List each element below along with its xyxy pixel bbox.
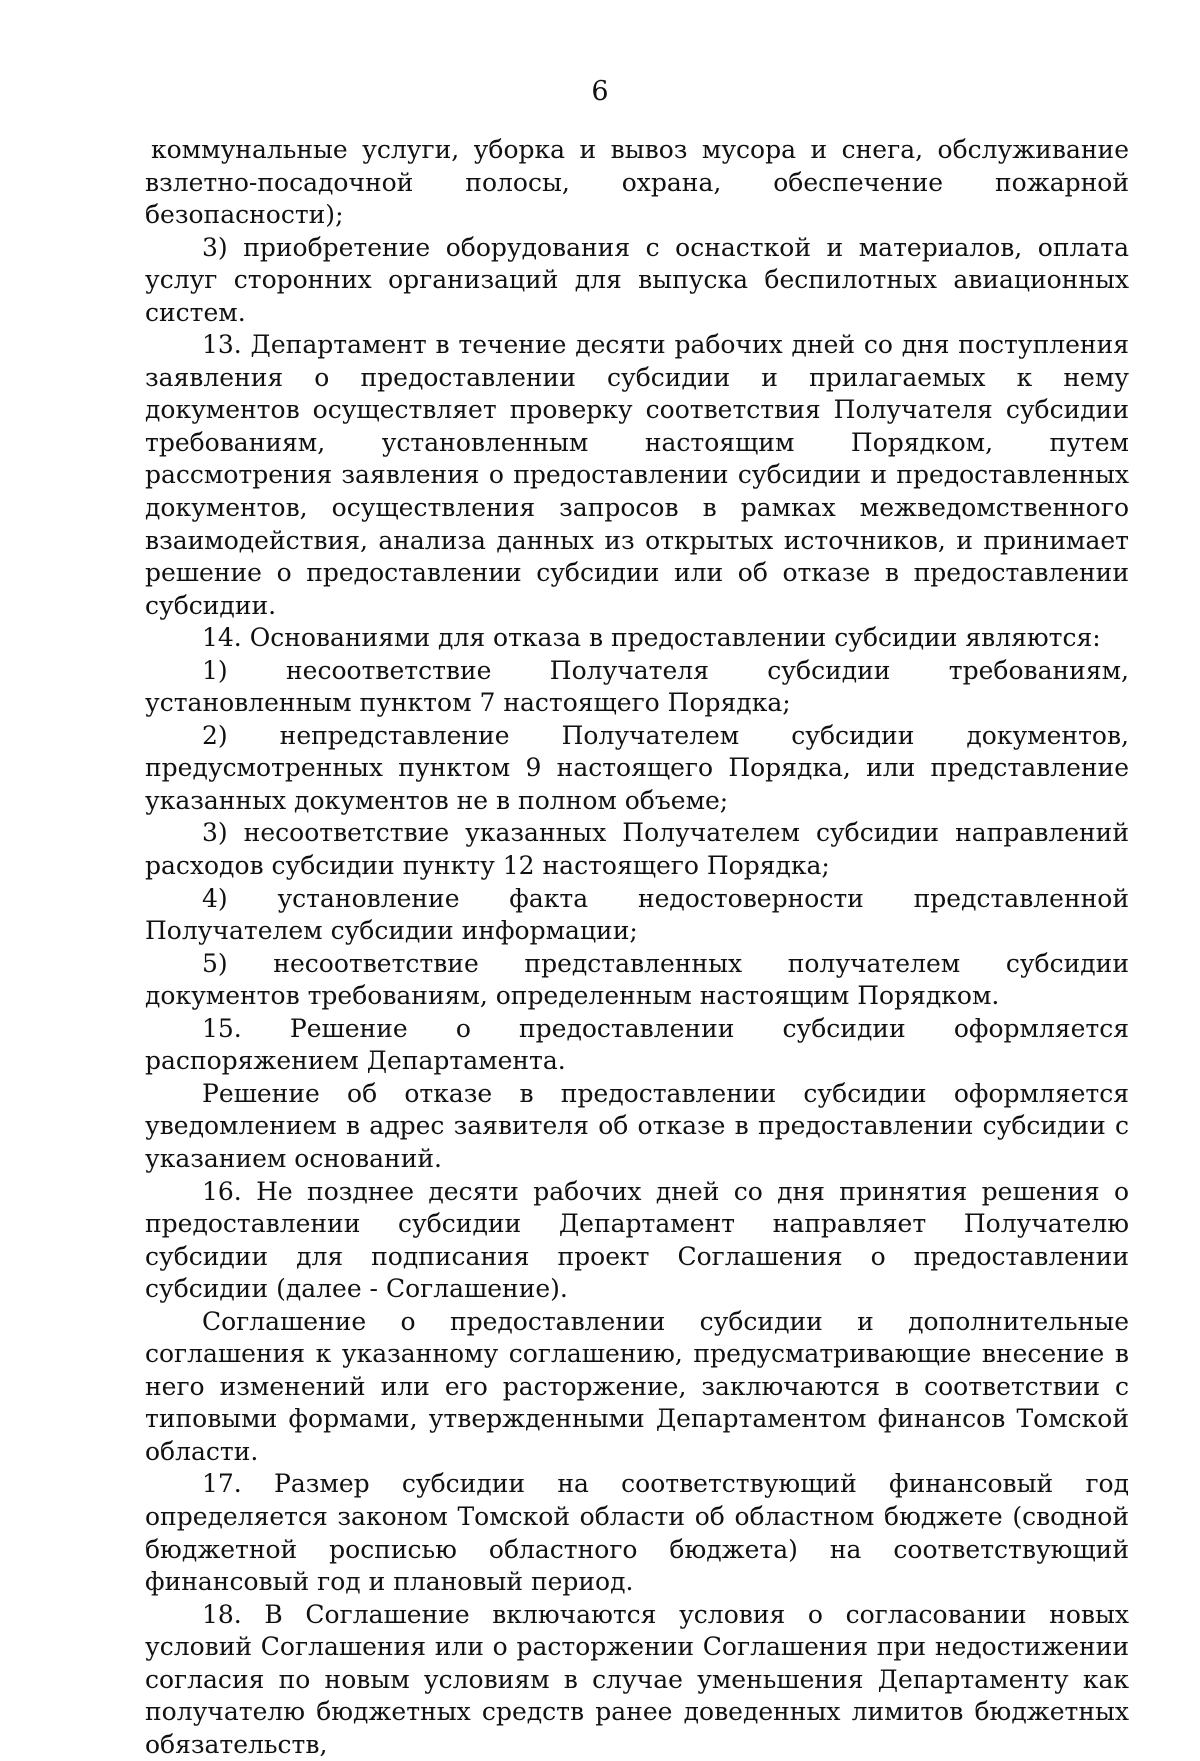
paragraph-13: 13. Департамент в течение десяти рабочих дней со дня поступления заявления о предоставлении субсидии и прилагаемых к нему документов осуществляет проверку соответствия Получателя субсидии требованиям, установленным настоящим Порядком, путем рассмотрения заявления о предоставлении субсидии и предоставленных документов, осуществления запросов в рамках межведомственного взаимодействия, анализа данных из открытых источников, и принимает решение о предоставлении субсидии или об отказе в предоставлении субсидии. [145, 330, 1129, 620]
paragraph-17: 17. Размер субсидии на соответствующий финансовый год определяется законом Томской области об областном бюджете (сводной бюджетной росписью областного бюджета) на соответствующий финансовый год и плановый период. [145, 1469, 1129, 1597]
paragraph-item-3-equipment: 3) приобретение оборудования с оснасткой и материалов, оплата услуг сторонних организаций для выпуска беспилотных авиационных систем. [145, 232, 1129, 327]
document-body [145, 134, 1129, 1761]
paragraph-14-item-5: 5) несоответствие представленных получателем субсидии документов требованиям, определенным настоящим Порядком. [145, 948, 1129, 1011]
paragraph-continuation: коммунальные услуги, уборка и вывоз мусора и снега, обслуживание взлетно-посадочной полосы, охрана, обеспечение пожарной безопасности); [145, 135, 1129, 230]
paragraph-15-refusal: Решение об отказе в предоставлении субсидии оформляется уведомлением в адрес заявителя об отказе в предоставлении субсидии с указанием оснований. [145, 1078, 1129, 1173]
paragraph-16-agreement: Соглашение о предоставлении субсидии и дополнительные соглашения к указанному соглашению, предусматривающие внесение в него изменений или его расторжение, заключаются в соответствии с типовыми формами, утвержденными Департаментом финансов Томской области. [145, 1306, 1129, 1466]
paragraph-15: 15. Решение о предоставлении субсидии оформляется распоряжением Департамента. [145, 1013, 1129, 1076]
paragraph-14-item-2: 2) непредставление Получателем субсидии документов, предусмотренных пунктом 9 настоящего Порядка, или представление указанных документов не в полном объеме; [145, 720, 1129, 815]
paragraph-14: 14. Основаниями для отказа в предоставлении субсидии являются: [202, 623, 1101, 653]
paragraph-14-item-3: 3) несоответствие указанных Получателем субсидии направлений расходов субсидии пункту 12 настоящего Порядка; [145, 818, 1129, 881]
paragraph-14-item-1: 1) несоответствие Получателя субсидии требованиям, установленным пунктом 7 настоящего Порядка; [145, 655, 1129, 718]
paragraph-16: 16. Не позднее десяти рабочих дней со дня принятия решения о предоставлении субсидии Департамент направляет Получателю субсидии для подписания проект Соглашения о предоставлении субсидии (далее - Соглашение). [145, 1176, 1129, 1304]
paragraph-18: 18. В Соглашение включаются условия о согласовании новых условий Соглашения или о расторжении Соглашения при недостижении согласия по новым условиям в случае уменьшения Департаменту как получателю бюджетных средств ранее доведенных лимитов бюджетных обязательств, [145, 1599, 1129, 1759]
paragraph-14-item-4: 4) установление факта недостоверности представленной Получателем субсидии информации; [145, 883, 1129, 946]
page-number: 6 [591, 76, 609, 107]
